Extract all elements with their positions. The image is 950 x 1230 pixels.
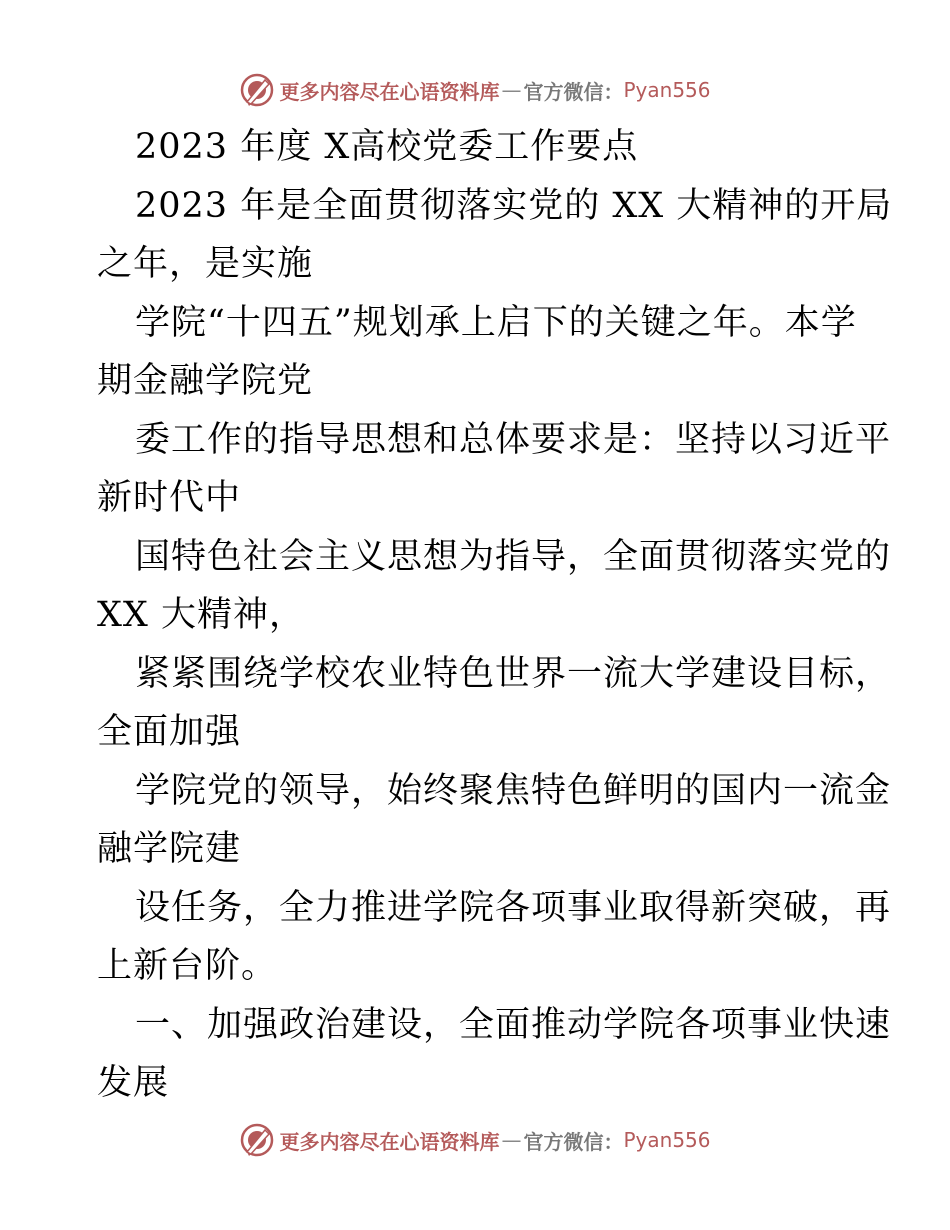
document-line: 上新台阶。	[97, 946, 278, 986]
document-line: 设任务，全力推进学院各项事业取得新突破，再	[135, 887, 892, 928]
document-line: 学院“十四五”规划承上启下的关键之年。本学	[135, 302, 857, 343]
document-body	[97, 118, 893, 1113]
watermark-label: 官方微信：	[523, 1129, 624, 1154]
footer-watermark	[0, 1120, 950, 1160]
document-line: 委工作的指导思想和总体要求是：坚持以习近平	[135, 419, 892, 460]
watermark-separator: —	[501, 78, 522, 102]
document-line: 融学院建	[97, 829, 242, 869]
watermark-account: Pyan556	[623, 78, 711, 102]
document-line: XX 大精神，	[97, 595, 305, 635]
document-line: 学院党的领导，始终聚焦特色鲜明的国内一流金	[135, 770, 892, 811]
document-line: 国特色社会主义思想为指导，全面贯彻落实党的	[135, 536, 892, 577]
document-line: 一、加强政治建设，全面推动学院各项事业快速	[135, 1004, 892, 1045]
header-watermark	[0, 70, 950, 110]
document-line: 之年，是实施	[97, 244, 314, 284]
document-line: 紧紧围绕学校农业特色世界一流大学建设目标，	[135, 653, 892, 694]
watermark-separator: —	[501, 1128, 522, 1152]
watermark-site-text: 更多内容尽在心语资料库	[279, 79, 500, 104]
document-line: 全面加强	[97, 712, 242, 752]
document-line: 新时代中	[97, 478, 242, 518]
document-line: 2023 年是全面贯彻落实党的 XX 大精神的开局	[135, 185, 893, 226]
document-line: 期金融学院党	[97, 361, 314, 401]
document-line: 发展	[97, 1063, 170, 1103]
watermark-label: 官方微信：	[523, 79, 624, 104]
pen-logo-icon	[239, 72, 275, 108]
watermark-site-text: 更多内容尽在心语资料库	[279, 1129, 500, 1154]
pen-logo-icon	[239, 1122, 275, 1158]
watermark-account: Pyan556	[623, 1128, 711, 1152]
document-line: 2023 年度 X高校党委工作要点	[135, 127, 639, 167]
